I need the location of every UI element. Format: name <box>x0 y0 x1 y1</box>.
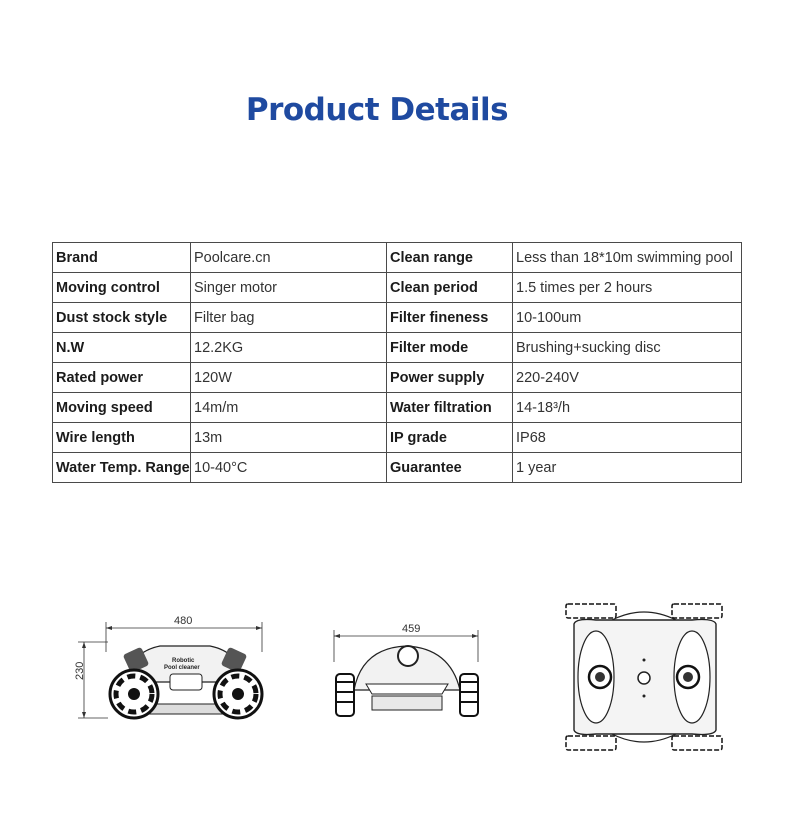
spec-key: Rated power <box>53 363 191 393</box>
spec-key: Dust stock style <box>53 303 191 333</box>
spec-value: 1 year <box>513 453 742 483</box>
spec-value: 14m/m <box>191 393 387 423</box>
robot-label-2: Pool cleaner <box>164 665 200 671</box>
spec-key: Filter fineness <box>387 303 513 333</box>
spec-value: 120W <box>191 363 387 393</box>
side-width-label: 459 <box>402 623 421 635</box>
spec-value: Poolcare.cn <box>191 243 387 273</box>
spec-value: Singer motor <box>191 273 387 303</box>
table-row <box>53 333 742 363</box>
spec-value: 10-40°C <box>191 453 387 483</box>
spec-key: Clean period <box>387 273 513 303</box>
spec-key: Wire length <box>53 423 191 453</box>
spec-value: 1.5 times per 2 hours <box>513 273 742 303</box>
table-row <box>53 393 742 423</box>
spec-key: N.W <box>53 333 191 363</box>
table-row <box>53 243 742 273</box>
table-row <box>53 453 742 483</box>
spec-value: 12.2KG <box>191 333 387 363</box>
spec-value: 14-18³/h <box>513 393 742 423</box>
spec-value: 13m <box>191 423 387 453</box>
side-view-drawing <box>322 612 492 722</box>
spec-key: Brand <box>53 243 191 273</box>
spec-value: Less than 18*10m swimming pool <box>513 243 742 273</box>
spec-key: Guarantee <box>387 453 513 483</box>
spec-key: Power supply <box>387 363 513 393</box>
spec-value: IP68 <box>513 423 742 453</box>
table-row <box>53 273 742 303</box>
spec-value: Filter bag <box>191 303 387 333</box>
spec-value: 220-240V <box>513 363 742 393</box>
spec-key: Moving speed <box>53 393 191 423</box>
spec-key: Water filtration <box>387 393 513 423</box>
front-view-drawing <box>60 612 280 732</box>
front-height-label: 230 <box>74 661 86 680</box>
spec-key: Moving control <box>53 273 191 303</box>
spec-key: Filter mode <box>387 333 513 363</box>
page-title: Product Details <box>245 92 509 128</box>
top-view-drawing <box>556 598 736 758</box>
robot-label-1: Robotic <box>172 658 195 664</box>
spec-key: Water Temp. Range <box>53 453 191 483</box>
spec-value: 10-100um <box>513 303 742 333</box>
spec-key: IP grade <box>387 423 513 453</box>
spec-value: Brushing+sucking disc <box>513 333 742 363</box>
table-row <box>53 303 742 333</box>
front-width-label: 480 <box>174 615 193 627</box>
spec-table <box>52 242 742 483</box>
table-row <box>53 363 742 393</box>
spec-key: Clean range <box>387 243 513 273</box>
table-row <box>53 423 742 453</box>
